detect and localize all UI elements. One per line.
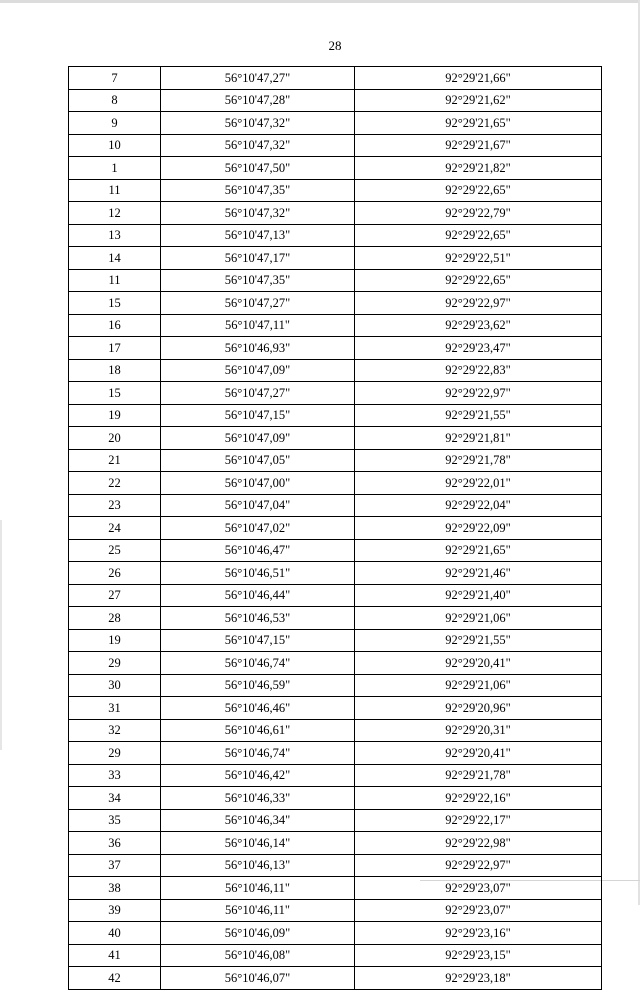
point-number-cell: 12 (69, 202, 161, 225)
table-row (69, 922, 602, 945)
table-row (69, 629, 602, 652)
table-row (69, 427, 602, 450)
point-number-cell: 19 (69, 629, 161, 652)
longitude-cell: 92°29'21,65" (355, 112, 602, 135)
latitude-cell: 56°10'47,32" (161, 202, 355, 225)
latitude-cell: 56°10'46,47" (161, 539, 355, 562)
coordinates-table-body (69, 67, 602, 990)
longitude-cell: 92°29'22,98" (355, 832, 602, 855)
latitude-cell: 56°10'47,05" (161, 449, 355, 472)
latitude-cell: 56°10'46,07" (161, 967, 355, 990)
table-row (69, 89, 602, 112)
latitude-cell: 56°10'47,32" (161, 134, 355, 157)
point-number-cell: 41 (69, 944, 161, 967)
longitude-cell: 92°29'23,47" (355, 337, 602, 360)
latitude-cell: 56°10'46,34" (161, 809, 355, 832)
point-number-cell: 24 (69, 517, 161, 540)
longitude-cell: 92°29'21,55" (355, 629, 602, 652)
table-row (69, 112, 602, 135)
longitude-cell: 92°29'21,82" (355, 157, 602, 180)
table-row (69, 247, 602, 270)
point-number-cell: 29 (69, 652, 161, 675)
point-number-cell: 14 (69, 247, 161, 270)
latitude-cell: 56°10'47,27" (161, 67, 355, 90)
table-row (69, 607, 602, 630)
longitude-cell: 92°29'22,09" (355, 517, 602, 540)
latitude-cell: 56°10'47,35" (161, 179, 355, 202)
longitude-cell: 92°29'22,16" (355, 787, 602, 810)
table-row (69, 899, 602, 922)
latitude-cell: 56°10'47,28" (161, 89, 355, 112)
table-row (69, 832, 602, 855)
longitude-cell: 92°29'22,79" (355, 202, 602, 225)
page-number: 28 (328, 38, 342, 53)
latitude-cell: 56°10'47,15" (161, 404, 355, 427)
latitude-cell: 56°10'46,11" (161, 899, 355, 922)
point-number-cell: 31 (69, 697, 161, 720)
scan-edge-top (0, 0, 640, 3)
table-row (69, 382, 602, 405)
longitude-cell: 92°29'22,51" (355, 247, 602, 270)
latitude-cell: 56°10'46,33" (161, 787, 355, 810)
latitude-cell: 56°10'47,04" (161, 494, 355, 517)
longitude-cell: 92°29'22,97" (355, 382, 602, 405)
longitude-cell: 92°29'20,31" (355, 719, 602, 742)
latitude-cell: 56°10'46,53" (161, 607, 355, 630)
point-number-cell: 27 (69, 584, 161, 607)
point-number-cell: 28 (69, 607, 161, 630)
latitude-cell: 56°10'46,74" (161, 742, 355, 765)
point-number-cell: 1 (69, 157, 161, 180)
latitude-cell: 56°10'47,02" (161, 517, 355, 540)
longitude-cell: 92°29'23,18" (355, 967, 602, 990)
table-row (69, 719, 602, 742)
longitude-cell: 92°29'20,41" (355, 652, 602, 675)
scan-edge-left (0, 520, 2, 750)
point-number-cell: 29 (69, 742, 161, 765)
latitude-cell: 56°10'47,32" (161, 112, 355, 135)
table-row (69, 584, 602, 607)
point-number-cell: 20 (69, 427, 161, 450)
longitude-cell: 92°29'22,01" (355, 472, 602, 495)
longitude-cell: 92°29'21,81" (355, 427, 602, 450)
table-row (69, 337, 602, 360)
longitude-cell: 92°29'20,96" (355, 697, 602, 720)
longitude-cell: 92°29'22,97" (355, 854, 602, 877)
point-number-cell: 23 (69, 494, 161, 517)
table-row (69, 877, 602, 900)
point-number-cell: 22 (69, 472, 161, 495)
latitude-cell: 56°10'46,44" (161, 584, 355, 607)
point-number-cell: 13 (69, 224, 161, 247)
point-number-cell: 8 (69, 89, 161, 112)
longitude-cell: 92°29'21,46" (355, 562, 602, 585)
point-number-cell: 17 (69, 337, 161, 360)
point-number-cell: 39 (69, 899, 161, 922)
latitude-cell: 56°10'46,11" (161, 877, 355, 900)
point-number-cell: 18 (69, 359, 161, 382)
table-row (69, 359, 602, 382)
point-number-cell: 15 (69, 382, 161, 405)
longitude-cell: 92°29'20,41" (355, 742, 602, 765)
latitude-cell: 56°10'46,46" (161, 697, 355, 720)
latitude-cell: 56°10'47,27" (161, 292, 355, 315)
point-number-cell: 11 (69, 179, 161, 202)
latitude-cell: 56°10'46,08" (161, 944, 355, 967)
table-row (69, 697, 602, 720)
point-number-cell: 26 (69, 562, 161, 585)
longitude-cell: 92°29'21,66" (355, 67, 602, 90)
point-number-cell: 37 (69, 854, 161, 877)
point-number-cell: 38 (69, 877, 161, 900)
table-row (69, 674, 602, 697)
table-row (69, 179, 602, 202)
table-row (69, 292, 602, 315)
latitude-cell: 56°10'47,35" (161, 269, 355, 292)
latitude-cell: 56°10'46,13" (161, 854, 355, 877)
point-number-cell: 7 (69, 67, 161, 90)
table-row (69, 562, 602, 585)
longitude-cell: 92°29'22,65" (355, 224, 602, 247)
longitude-cell: 92°29'22,65" (355, 179, 602, 202)
point-number-cell: 30 (69, 674, 161, 697)
point-number-cell: 9 (69, 112, 161, 135)
longitude-cell: 92°29'21,78" (355, 764, 602, 787)
longitude-cell: 92°29'23,07" (355, 899, 602, 922)
longitude-cell: 92°29'21,40" (355, 584, 602, 607)
longitude-cell: 92°29'21,06" (355, 674, 602, 697)
point-number-cell: 36 (69, 832, 161, 855)
longitude-cell: 92°29'23,16" (355, 922, 602, 945)
longitude-cell: 92°29'22,83" (355, 359, 602, 382)
table-row (69, 134, 602, 157)
table-row (69, 809, 602, 832)
latitude-cell: 56°10'46,42" (161, 764, 355, 787)
longitude-cell: 92°29'21,06" (355, 607, 602, 630)
table-row (69, 944, 602, 967)
table-row (69, 157, 602, 180)
longitude-cell: 92°29'21,67" (355, 134, 602, 157)
latitude-cell: 56°10'46,61" (161, 719, 355, 742)
table-row (69, 539, 602, 562)
table-row (69, 449, 602, 472)
point-number-cell: 21 (69, 449, 161, 472)
latitude-cell: 56°10'47,09" (161, 427, 355, 450)
point-number-cell: 40 (69, 922, 161, 945)
table-row (69, 764, 602, 787)
table-row (69, 202, 602, 225)
table-row (69, 269, 602, 292)
table-row (69, 494, 602, 517)
table-row (69, 314, 602, 337)
point-number-cell: 10 (69, 134, 161, 157)
longitude-cell: 92°29'22,97" (355, 292, 602, 315)
latitude-cell: 56°10'47,17" (161, 247, 355, 270)
latitude-cell: 56°10'46,59" (161, 674, 355, 697)
point-number-cell: 32 (69, 719, 161, 742)
longitude-cell: 92°29'22,04" (355, 494, 602, 517)
latitude-cell: 56°10'47,00" (161, 472, 355, 495)
longitude-cell: 92°29'21,78" (355, 449, 602, 472)
latitude-cell: 56°10'47,11" (161, 314, 355, 337)
latitude-cell: 56°10'47,50" (161, 157, 355, 180)
table-row (69, 787, 602, 810)
latitude-cell: 56°10'47,15" (161, 629, 355, 652)
longitude-cell: 92°29'21,55" (355, 404, 602, 427)
longitude-cell: 92°29'23,07" (355, 877, 602, 900)
table-row (69, 472, 602, 495)
latitude-cell: 56°10'46,93" (161, 337, 355, 360)
latitude-cell: 56°10'47,09" (161, 359, 355, 382)
table-row (69, 854, 602, 877)
longitude-cell: 92°29'22,17" (355, 809, 602, 832)
longitude-cell: 92°29'23,15" (355, 944, 602, 967)
latitude-cell: 56°10'47,27" (161, 382, 355, 405)
table-row (69, 224, 602, 247)
point-number-cell: 35 (69, 809, 161, 832)
table-row (69, 517, 602, 540)
point-number-cell: 16 (69, 314, 161, 337)
longitude-cell: 92°29'21,62" (355, 89, 602, 112)
point-number-cell: 42 (69, 967, 161, 990)
latitude-cell: 56°10'46,09" (161, 922, 355, 945)
latitude-cell: 56°10'46,14" (161, 832, 355, 855)
latitude-cell: 56°10'46,51" (161, 562, 355, 585)
point-number-cell: 25 (69, 539, 161, 562)
table-row (69, 404, 602, 427)
table-row (69, 742, 602, 765)
latitude-cell: 56°10'46,74" (161, 652, 355, 675)
point-number-cell: 15 (69, 292, 161, 315)
point-number-cell: 19 (69, 404, 161, 427)
point-number-cell: 34 (69, 787, 161, 810)
longitude-cell: 92°29'23,62" (355, 314, 602, 337)
coordinates-table (68, 66, 602, 990)
table-row (69, 67, 602, 90)
latitude-cell: 56°10'47,13" (161, 224, 355, 247)
longitude-cell: 92°29'21,65" (355, 539, 602, 562)
point-number-cell: 33 (69, 764, 161, 787)
point-number-cell: 11 (69, 269, 161, 292)
table-row (69, 967, 602, 990)
longitude-cell: 92°29'22,65" (355, 269, 602, 292)
table-row (69, 652, 602, 675)
